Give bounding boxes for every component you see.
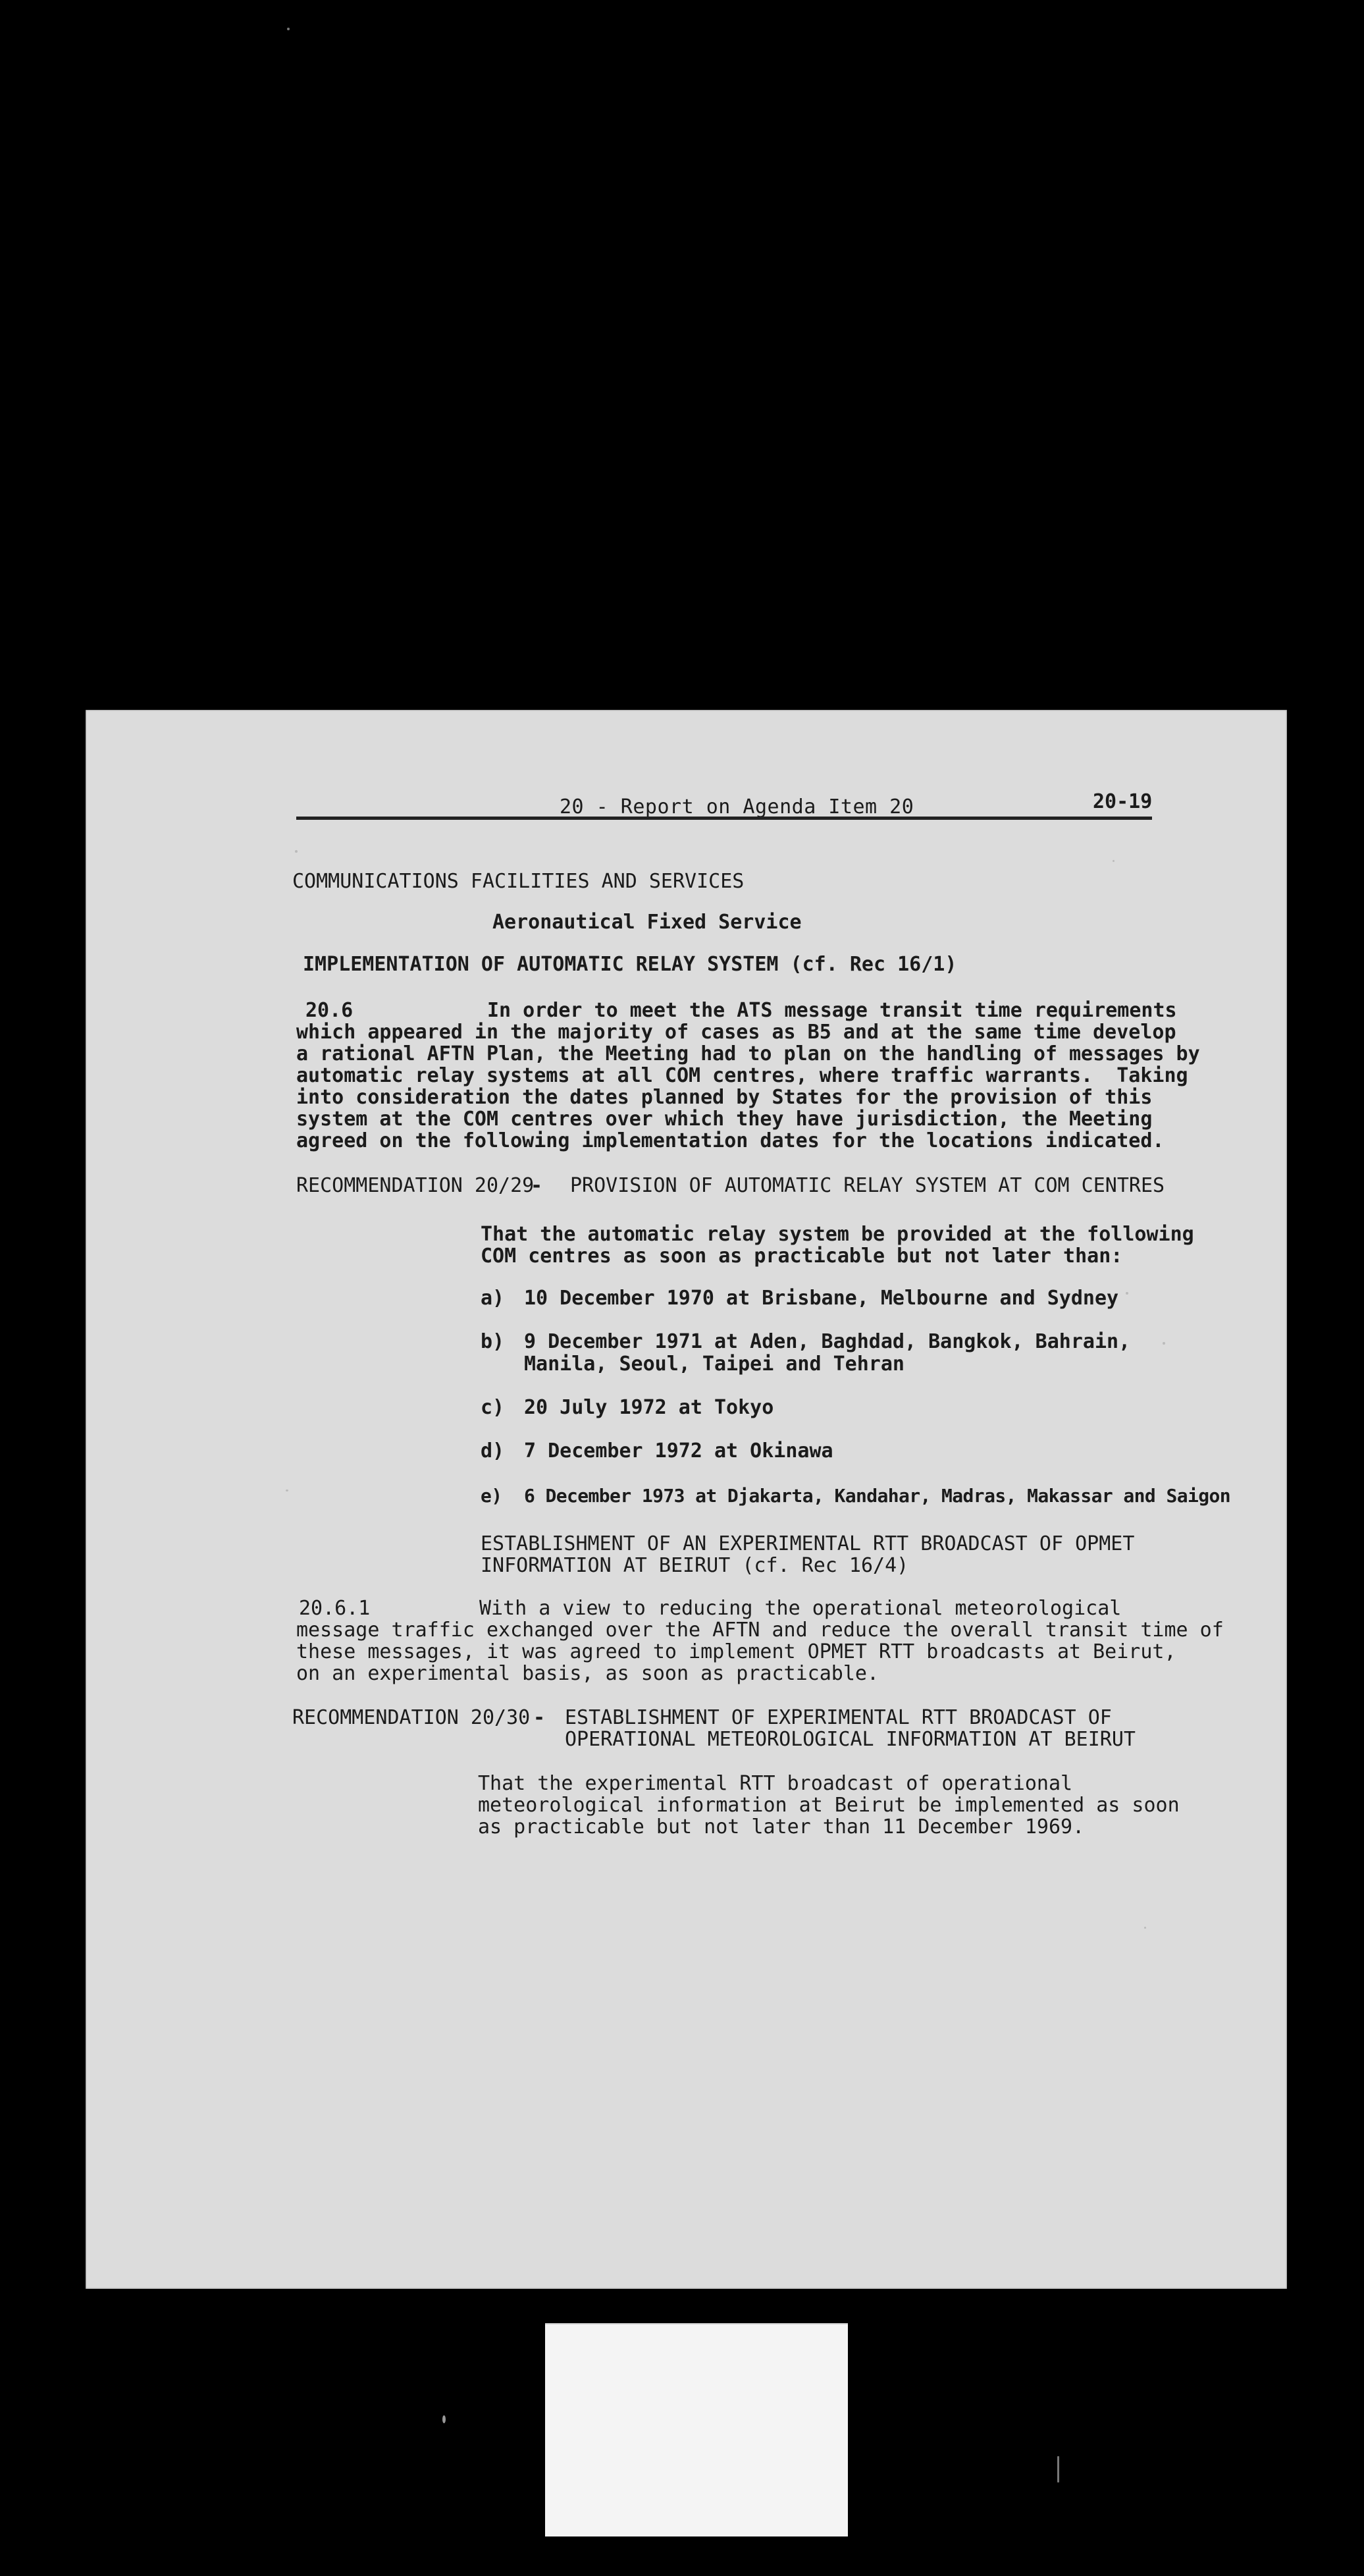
topic-heading-2-line: INFORMATION AT BEIRUT (cf. Rec 16/4) xyxy=(481,1554,909,1577)
list-item-letter: c) xyxy=(481,1396,505,1419)
list-item-text: 10 December 1970 at Brisbane, Melbourne and Sydney xyxy=(524,1287,1119,1310)
recommendation-label: RECOMMENDATION 20/30 xyxy=(292,1706,531,1729)
paragraph-line: which appeared in the majority of cases as B5 and at the same time develop xyxy=(296,1021,1176,1044)
list-item-text: 20 July 1972 at Tokyo xyxy=(524,1396,774,1419)
recommendation-body-line: meteorological information at Beirut be implemented as soon xyxy=(478,1794,1180,1817)
list-item-letter: b) xyxy=(481,1330,505,1353)
scan-speck xyxy=(1144,1927,1146,1929)
list-item-letter: e) xyxy=(481,1485,502,1507)
recommendation-intro-line: COM centres as soon as practicable but not later than: xyxy=(481,1245,1123,1268)
paragraph-line: into consideration the dates planned by States for the provision of this xyxy=(296,1086,1153,1109)
paragraph-number: 20.6 xyxy=(305,999,354,1022)
scan-speck xyxy=(1113,860,1115,862)
list-item xyxy=(481,1396,774,1420)
recommendation-title-line: OPERATIONAL METEOROLOGICAL INFORMATION AT BEIRUT xyxy=(565,1728,1136,1751)
section-heading: COMMUNICATIONS FACILITIES AND SERVICES xyxy=(292,870,745,893)
list-item-text: 9 December 1971 at Aden, Baghdad, Bangkok, Bahrain, xyxy=(524,1330,1131,1353)
scan-speck xyxy=(295,850,298,853)
recommendation-body-line: as practicable but not later than 11 December 1969. xyxy=(478,1815,1085,1838)
paragraph-line: In order to meet the ATS message transit time requirements xyxy=(487,999,1177,1022)
recommendation-title-line: ESTABLISHMENT OF EXPERIMENTAL RTT BROADCAST OF xyxy=(565,1706,1112,1729)
topic-heading-2-line: ESTABLISHMENT OF AN EXPERIMENTAL RTT BROADCAST OF OPMET xyxy=(481,1532,1135,1555)
scan-speck xyxy=(287,28,290,30)
recommendation-label: RECOMMENDATION 20/29 xyxy=(296,1174,535,1197)
paragraph-line: on an experimental basis, as soon as practicable. xyxy=(296,1662,879,1685)
paragraph-line: agreed on the following implementation dates for the locations indicated. xyxy=(296,1129,1165,1152)
blank-target-card xyxy=(545,2323,848,2536)
scan-speck xyxy=(1163,1342,1165,1345)
page-number: 20-19 xyxy=(1093,790,1153,813)
list-item xyxy=(481,1330,1130,1354)
list-item xyxy=(481,1439,833,1463)
list-item-letter: a) xyxy=(481,1287,505,1310)
paragraph-line: a rational AFTN Plan, the Meeting had to plan on the handling of messages by xyxy=(296,1042,1200,1065)
paragraph-line: message traffic exchanged over the AFTN and reduce the overall transit time of xyxy=(296,1619,1224,1642)
recommendation-intro-line: That the automatic relay system be provided at the following xyxy=(481,1223,1194,1246)
list-item xyxy=(481,1484,1230,1508)
subheading: Aeronautical Fixed Service xyxy=(492,911,802,934)
topic-heading: IMPLEMENTATION OF AUTOMATIC RELAY SYSTEM (cf. Rec 16/1) xyxy=(303,953,957,976)
recommendation-title: PROVISION OF AUTOMATIC RELAY SYSTEM AT COM CENTRES xyxy=(570,1174,1165,1197)
paragraph-number: 20.6.1 xyxy=(299,1597,371,1620)
paragraph-line: system at the COM centres over which they have jurisdiction, the Meeting xyxy=(296,1108,1153,1131)
scan-speck xyxy=(1057,2456,1059,2482)
list-item-text: 7 December 1972 at Okinawa xyxy=(524,1439,833,1462)
scan-speck xyxy=(1126,1292,1128,1295)
recommendation-dash: - xyxy=(533,1706,546,1729)
recommendation-dash: - xyxy=(531,1174,543,1197)
list-item-letter: d) xyxy=(481,1439,505,1462)
paragraph-line: automatic relay systems at all COM centres, where traffic warrants. Taking xyxy=(296,1064,1188,1087)
document-page xyxy=(86,710,1287,2289)
scan-speck xyxy=(442,2415,446,2423)
list-item-text: 6 December 1973 at Djakarta, Kandahar, Madras, Makassar and Saigon xyxy=(524,1485,1230,1507)
paragraph-line: With a view to reducing the operational meteorological xyxy=(479,1597,1122,1620)
header-rule xyxy=(296,817,1152,820)
recommendation-body-line: That the experimental RTT broadcast of operational xyxy=(478,1772,1073,1795)
list-item-continuation: Manila, Seoul, Taipei and Tehran xyxy=(524,1353,905,1376)
scan-speck xyxy=(286,1489,288,1491)
running-header: 20 - Report on Agenda Item 20 xyxy=(560,795,914,818)
list-item xyxy=(481,1287,1118,1310)
paragraph-line: these messages, it was agreed to implement OPMET RTT broadcasts at Beirut, xyxy=(296,1640,1176,1663)
